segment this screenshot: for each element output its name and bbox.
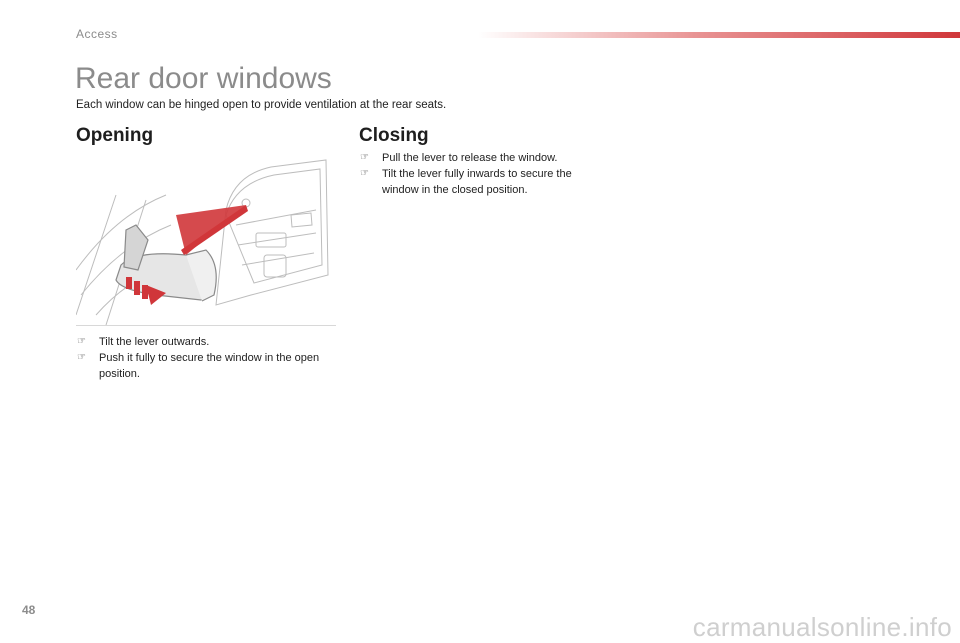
closing-steps [359, 150, 609, 198]
step-text: Tilt the lever fully inwards to secure the window in the closed position. [382, 168, 572, 196]
list-item [359, 150, 609, 166]
closing-heading: Closing [359, 125, 429, 146]
hand-pointer-icon: ☞ [77, 352, 86, 363]
window-frame [226, 169, 322, 283]
step-text: Push it fully to secure the window in the open position. [99, 352, 320, 380]
window-lever-illustration [76, 155, 336, 325]
opening-heading: Opening [76, 125, 154, 146]
section-label: Access [76, 27, 118, 41]
list-item [359, 166, 609, 198]
page-number: 48 [22, 603, 36, 617]
step-text: Tilt the lever outwards. [99, 336, 210, 348]
figure-divider [76, 325, 336, 326]
opening-steps [76, 334, 336, 382]
header-accent-bar [478, 32, 960, 38]
list-item [76, 334, 336, 350]
hand-pointer-icon: ☞ [360, 152, 369, 163]
page-title: Rear door windows [75, 62, 332, 95]
step-text: Pull the lever to release the window. [382, 152, 558, 164]
intro-text: Each window can be hinged open to provide ventilation at the rear seats. [76, 99, 447, 111]
list-item [76, 350, 336, 382]
hand-pointer-icon: ☞ [77, 336, 86, 347]
hand-pointer-icon: ☞ [360, 168, 369, 179]
watermark: carmanualsonline.info [692, 612, 952, 642]
